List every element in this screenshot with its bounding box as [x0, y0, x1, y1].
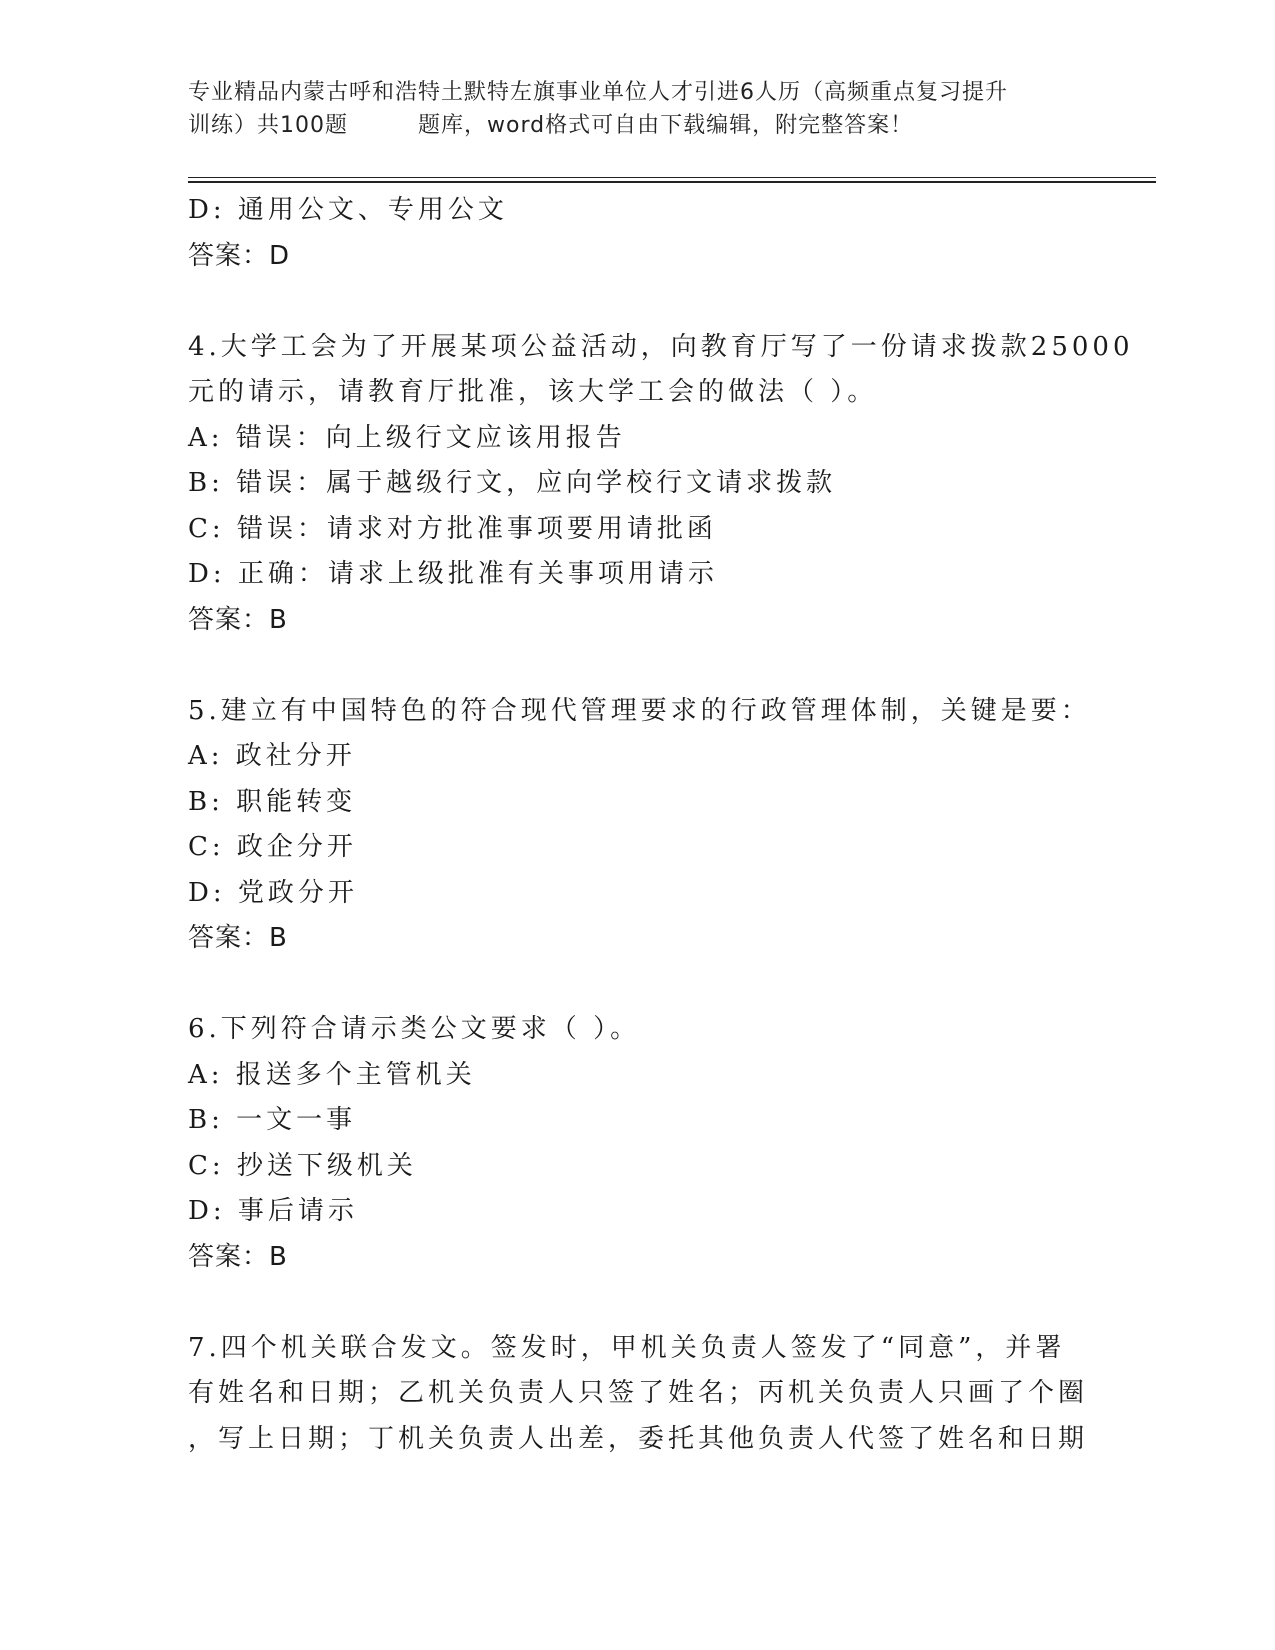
question-4 [188, 325, 1134, 644]
option-c: C: 错误：请求对方批准事项要用请批函 [188, 513, 717, 544]
header-line-2 [188, 109, 1088, 142]
answer: 答案：B [188, 1241, 288, 1272]
option-a: A: 政社分开 [188, 741, 356, 771]
question-stem: 7.四个机关联合发文。签发时，甲机关负责人签发了“同意”，并署 [188, 1332, 1066, 1363]
question-stem: ，写上日期；丁机关负责人出差，委托其他负责人代签了姓名和日期 [188, 1423, 1089, 1454]
question-stem: 5.建立有中国特色的符合现代管理要求的行政管理体制，关键是要： [188, 695, 1091, 726]
header-line-2-part-2: 题库，word格式可自由下载编辑，附完整答案！ [418, 113, 914, 138]
question-stem: 元的请示，请教育厅批准，该大学工会的做法（ ）。 [188, 377, 878, 407]
document-body [188, 188, 1134, 1462]
question-stem: 有姓名和日期；乙机关负责人只签了姓名；丙机关负责人只画了个圈 [188, 1378, 1089, 1408]
option-d: D: 通用公文、专用公文 [188, 195, 508, 225]
header-line-2-part-1: 训练）共100题 [188, 113, 348, 138]
header-divider-thick [188, 181, 1156, 183]
question-7 [188, 1326, 1108, 1463]
option-a: A: 报送多个主管机关 [188, 1059, 476, 1090]
document-header [188, 76, 1088, 142]
header-divider-thin [188, 177, 1156, 178]
option-c: C: 抄送下级机关 [188, 1150, 417, 1181]
option-d: D: 事后请示 [188, 1196, 358, 1226]
option-b: B: 一文一事 [188, 1105, 357, 1135]
option-d: D: 党政分开 [188, 877, 358, 908]
option-b: B: 错误：属于越级行文，应向学校行文请求拨款 [188, 468, 837, 498]
answer: 答案：D [188, 240, 291, 271]
header-line-1: 专业精品内蒙古呼和浩特土默特左旗事业单位人才引进6人历（高频重点复习提升 [188, 80, 1008, 105]
question-3 [188, 188, 1108, 279]
option-a: A: 错误：向上级行文应该用报告 [188, 422, 626, 453]
question-stem: 4.大学工会为了开展某项公益活动，向教育厅写了一份请求拨款25000 [188, 331, 1134, 362]
answer: 答案：B [188, 923, 288, 953]
answer: 答案：B [188, 604, 288, 635]
option-b: B: 职能转变 [188, 786, 357, 817]
question-stem: 6.下列符合请示类公文要求（ ）。 [188, 1014, 641, 1044]
option-c: C: 政企分开 [188, 832, 357, 862]
option-d: D: 正确：请求上级批准有关事项用请示 [188, 559, 718, 589]
question-6 [188, 1007, 1108, 1280]
question-5 [188, 689, 1108, 962]
